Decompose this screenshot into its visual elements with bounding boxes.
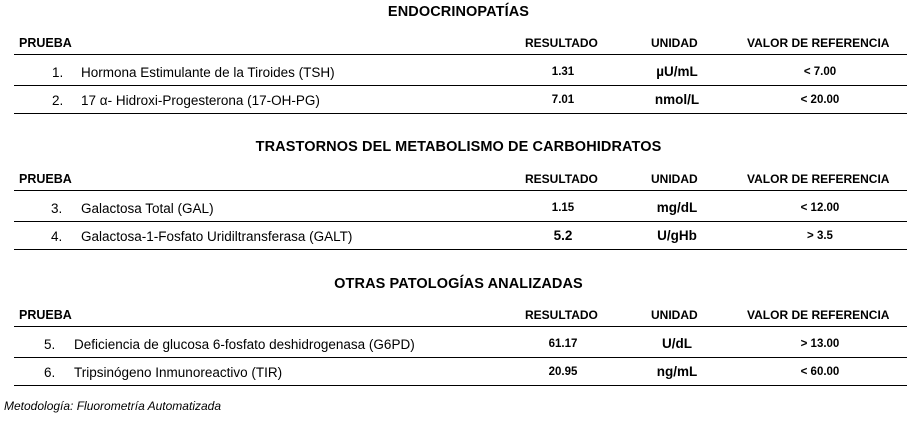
methodology-footnote: Metodología: Fluorometría Automatizada — [4, 399, 222, 413]
test-name: Deficiencia de glucosa 6-fosfato deshidrogenasa (G6PD) — [74, 337, 415, 352]
result-value: 1.31 — [551, 66, 575, 78]
unit-value: ng/mL — [656, 364, 698, 379]
result-value: 61.17 — [548, 338, 578, 350]
unit-value: mg/dL — [656, 200, 698, 215]
table-row — [14, 223, 907, 250]
test-name: Tripsinógeno Inmunoreactivo (TIR) — [74, 365, 283, 380]
table-header — [14, 169, 907, 191]
header-unidad: UNIDAD — [651, 36, 698, 50]
result-value: 20.95 — [548, 366, 578, 378]
reference-value: < 20.00 — [800, 94, 840, 106]
table-row — [14, 331, 907, 358]
header-referencia: VALOR DE REFERENCIA — [747, 172, 890, 186]
reference-value: < 7.00 — [803, 66, 837, 78]
unit-value: U/gHb — [657, 228, 697, 243]
header-prueba: PRUEBA — [19, 308, 72, 322]
section-title-otras-patologias: OTRAS PATOLOGÍAS ANALIZADAS — [334, 276, 583, 292]
table-row — [14, 195, 907, 222]
table-row — [14, 359, 907, 386]
table-header — [14, 305, 907, 327]
header-prueba: PRUEBA — [19, 172, 72, 186]
header-unidad: UNIDAD — [651, 308, 698, 322]
reference-value: > 13.00 — [800, 338, 840, 350]
header-resultado: RESULTADO — [525, 308, 598, 322]
row-number: 5. — [44, 337, 56, 352]
result-value: 5.2 — [553, 228, 573, 243]
test-name: 17 α- Hidroxi-Progesterona (17-OH-PG) — [81, 93, 320, 108]
test-name: Galactosa-1-Fosfato Uridiltransferasa (GALT) — [81, 229, 353, 244]
unit-value: nmol/L — [654, 92, 700, 107]
table-row — [14, 87, 907, 114]
table-row — [14, 59, 907, 86]
header-prueba: PRUEBA — [19, 36, 72, 50]
row-number: 3. — [51, 201, 63, 216]
row-number: 4. — [51, 229, 63, 244]
test-name: Hormona Estimulante de la Tiroides (TSH) — [81, 65, 335, 80]
unit-value: µU/mL — [656, 64, 698, 79]
header-referencia: VALOR DE REFERENCIA — [747, 308, 890, 322]
section-title-carbohidratos: TRASTORNOS DEL METABOLISMO DE CARBOHIDRATOS — [255, 139, 662, 155]
header-resultado: RESULTADO — [525, 172, 598, 186]
row-number: 1. — [52, 65, 64, 80]
row-number: 2. — [52, 93, 64, 108]
table-header — [14, 33, 907, 55]
result-value: 1.15 — [551, 202, 575, 214]
header-unidad: UNIDAD — [651, 172, 698, 186]
section-title-endocrinopatias: ENDOCRINOPATÍAS — [387, 4, 530, 20]
header-resultado: RESULTADO — [525, 36, 598, 50]
row-number: 6. — [44, 365, 56, 380]
reference-value: > 3.5 — [807, 230, 833, 242]
header-referencia: VALOR DE REFERENCIA — [747, 36, 890, 50]
test-name: Galactosa Total (GAL) — [81, 201, 214, 216]
reference-value: < 60.00 — [800, 366, 840, 378]
reference-value: < 12.00 — [800, 202, 840, 214]
result-value: 7.01 — [551, 94, 575, 106]
unit-value: U/dL — [662, 336, 692, 351]
